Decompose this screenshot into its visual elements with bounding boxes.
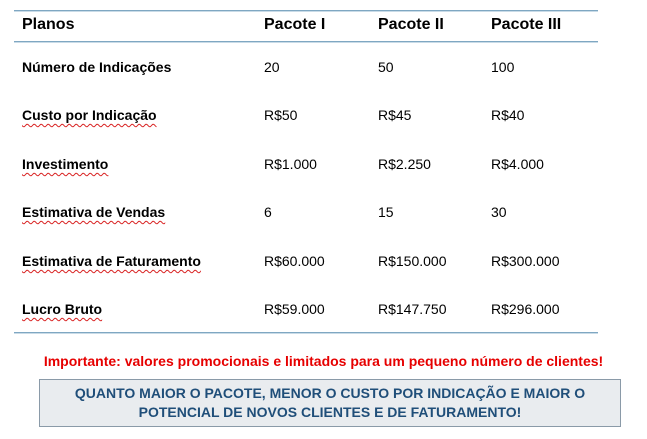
cell-value: R$1.000 bbox=[264, 156, 317, 172]
table-row bbox=[14, 106, 598, 126]
row-label-lucro: Lucro Bruto bbox=[22, 301, 103, 317]
header-planos: Planos bbox=[22, 16, 75, 33]
cell-value: R$4.000 bbox=[491, 156, 544, 172]
cell-value: R$45 bbox=[378, 107, 412, 123]
table-row bbox=[14, 58, 598, 78]
cell-value: R$147.750 bbox=[378, 301, 447, 317]
cell-value: R$40 bbox=[491, 107, 525, 123]
cell-value: R$150.000 bbox=[378, 253, 447, 269]
cell-value: 15 bbox=[378, 204, 394, 220]
cell-value: R$60.000 bbox=[264, 253, 325, 269]
row-label-vendas: Estimativa de Vendas bbox=[22, 204, 166, 220]
table-row bbox=[14, 252, 598, 272]
table-bottom-rule bbox=[14, 332, 598, 333]
header-pacote-ii: Pacote II bbox=[378, 16, 444, 33]
header-pacote-iii: Pacote III bbox=[491, 16, 562, 33]
table-header-rule bbox=[14, 41, 598, 42]
cell-value: 6 bbox=[264, 204, 272, 220]
row-label-investimento: Investimento bbox=[22, 156, 109, 172]
callout-box bbox=[39, 379, 621, 427]
callout-line-1: QUANTO MAIOR O PACOTE, MENOR O CUSTO POR INDICAÇÃO E MAIOR O bbox=[74, 385, 586, 401]
cell-value: 20 bbox=[264, 59, 280, 75]
plans-table bbox=[14, 10, 598, 334]
table-header-row bbox=[14, 10, 598, 41]
table-row bbox=[14, 300, 598, 320]
callout-line-2: POTENCIAL DE NOVOS CLIENTES E DE FATURAMENTO! bbox=[138, 404, 522, 420]
table-row bbox=[14, 203, 598, 223]
cell-value: 30 bbox=[491, 204, 507, 220]
cell-value: 50 bbox=[378, 59, 394, 75]
cell-value: R$50 bbox=[264, 107, 298, 123]
cell-value: R$59.000 bbox=[264, 301, 325, 317]
cell-value: R$300.000 bbox=[491, 253, 560, 269]
promo-notice: Importante: valores promocionais e limitados para um pequeno número de clientes! bbox=[43, 353, 604, 369]
cell-value: 100 bbox=[491, 59, 515, 75]
table-row bbox=[14, 155, 598, 175]
row-label-indicacoes: Número de Indicações bbox=[22, 59, 172, 75]
header-pacote-i: Pacote I bbox=[264, 16, 326, 33]
row-label-custo: Custo por Indicação bbox=[22, 107, 157, 123]
cell-value: R$2.250 bbox=[378, 156, 431, 172]
cell-value: R$296.000 bbox=[491, 301, 560, 317]
row-label-faturamento: Estimativa de Faturamento bbox=[22, 253, 201, 269]
